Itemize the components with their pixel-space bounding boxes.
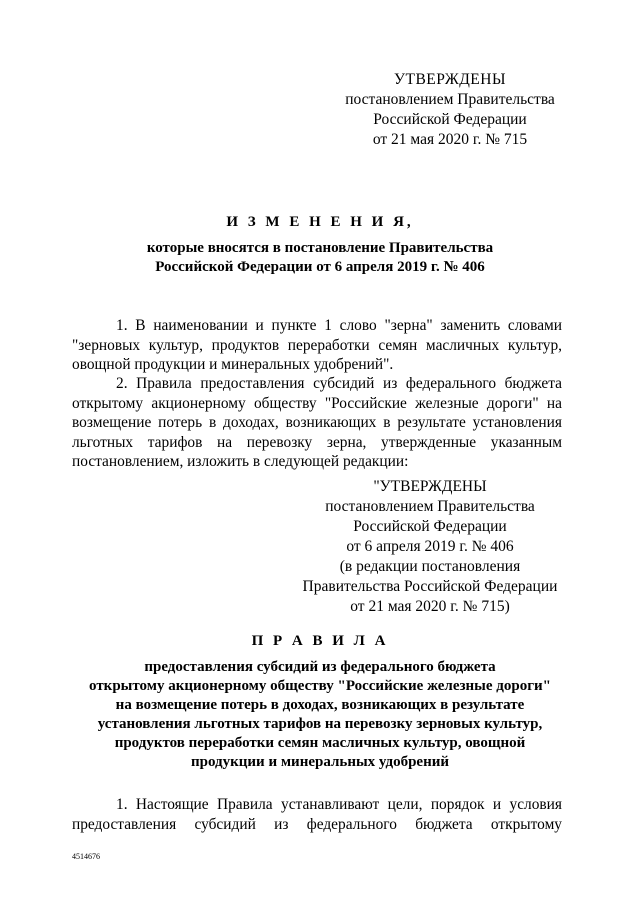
changes-title: И З М Е Н Е Н И Я,	[226, 214, 414, 230]
subtitle-line: которые вносятся в постановление Правительства	[146, 240, 494, 256]
approval-heading: "УТВЕРЖДЕНЫ	[373, 478, 487, 495]
changes-subtitle	[0, 239, 640, 277]
paragraph-3	[72, 795, 562, 834]
paragraph-1	[72, 316, 562, 375]
approval-line: постановлением Правительства	[325, 498, 535, 515]
approval-line: от 6 апреля 2019 г. № 406	[346, 538, 514, 555]
paragraph-text: 2. Правила предоставления субсидий из федерального бюджета открытому акционерному обществу "Российские железные дороги" на возмещение потерь в доходах, возникающих в результате установления льготных тарифов на перевозку зерна, утвержденные указанным постановлением, изложить в следующей редакции:	[72, 375, 562, 470]
approval-heading: УТВЕРЖДЕНЫ	[394, 71, 506, 88]
paragraph-text: 1. В наименовании и пункте 1 слово "зерна" заменить словами "зерновых культур, продуктов переработки семян масличных культур, овощной продукции и минеральных удобрений".	[72, 317, 562, 373]
subtitle-line: открытому акционерному обществу "Российские железные дороги"	[89, 678, 551, 694]
subtitle-line: Российской Федерации от 6 апреля 2019 г. № 406	[155, 259, 485, 275]
approval-line: от 21 мая 2020 г. № 715	[372, 131, 528, 148]
approval-line: от 21 мая 2020 г. № 715)	[350, 598, 510, 615]
approval-line: Российской Федерации	[353, 518, 507, 535]
rules-subtitle	[0, 658, 640, 772]
subtitle-line: продуктов переработки семян масличных культур, овощной	[114, 735, 526, 751]
rules-title: П Р А В И Л А	[251, 633, 389, 649]
subtitle-line: предоставления субсидий из федерального бюджета	[144, 659, 496, 675]
approval-line: Правительства Российской Федерации	[302, 578, 558, 595]
paragraph-text: 1. Настоящие Правила устанавливают цели, порядок и условия предоставления субсидий из федерального бюджета открытому	[72, 796, 562, 833]
approval-line: постановлением Правительства	[345, 91, 555, 108]
approval-block-rules	[300, 477, 560, 617]
document-number: 4514676	[72, 852, 100, 861]
approval-line: (в редакции постановления	[339, 558, 521, 575]
subtitle-line: на возмещение потерь в доходах, возникающих в результате	[115, 697, 525, 713]
paragraph-2	[72, 374, 562, 472]
subtitle-line: установления льготных тарифов на перевозку зерновых культур,	[97, 716, 543, 732]
subtitle-line: продукции и минеральных удобрений	[190, 754, 449, 770]
approval-block-top	[330, 70, 570, 150]
approval-line: Российской Федерации	[373, 111, 527, 128]
